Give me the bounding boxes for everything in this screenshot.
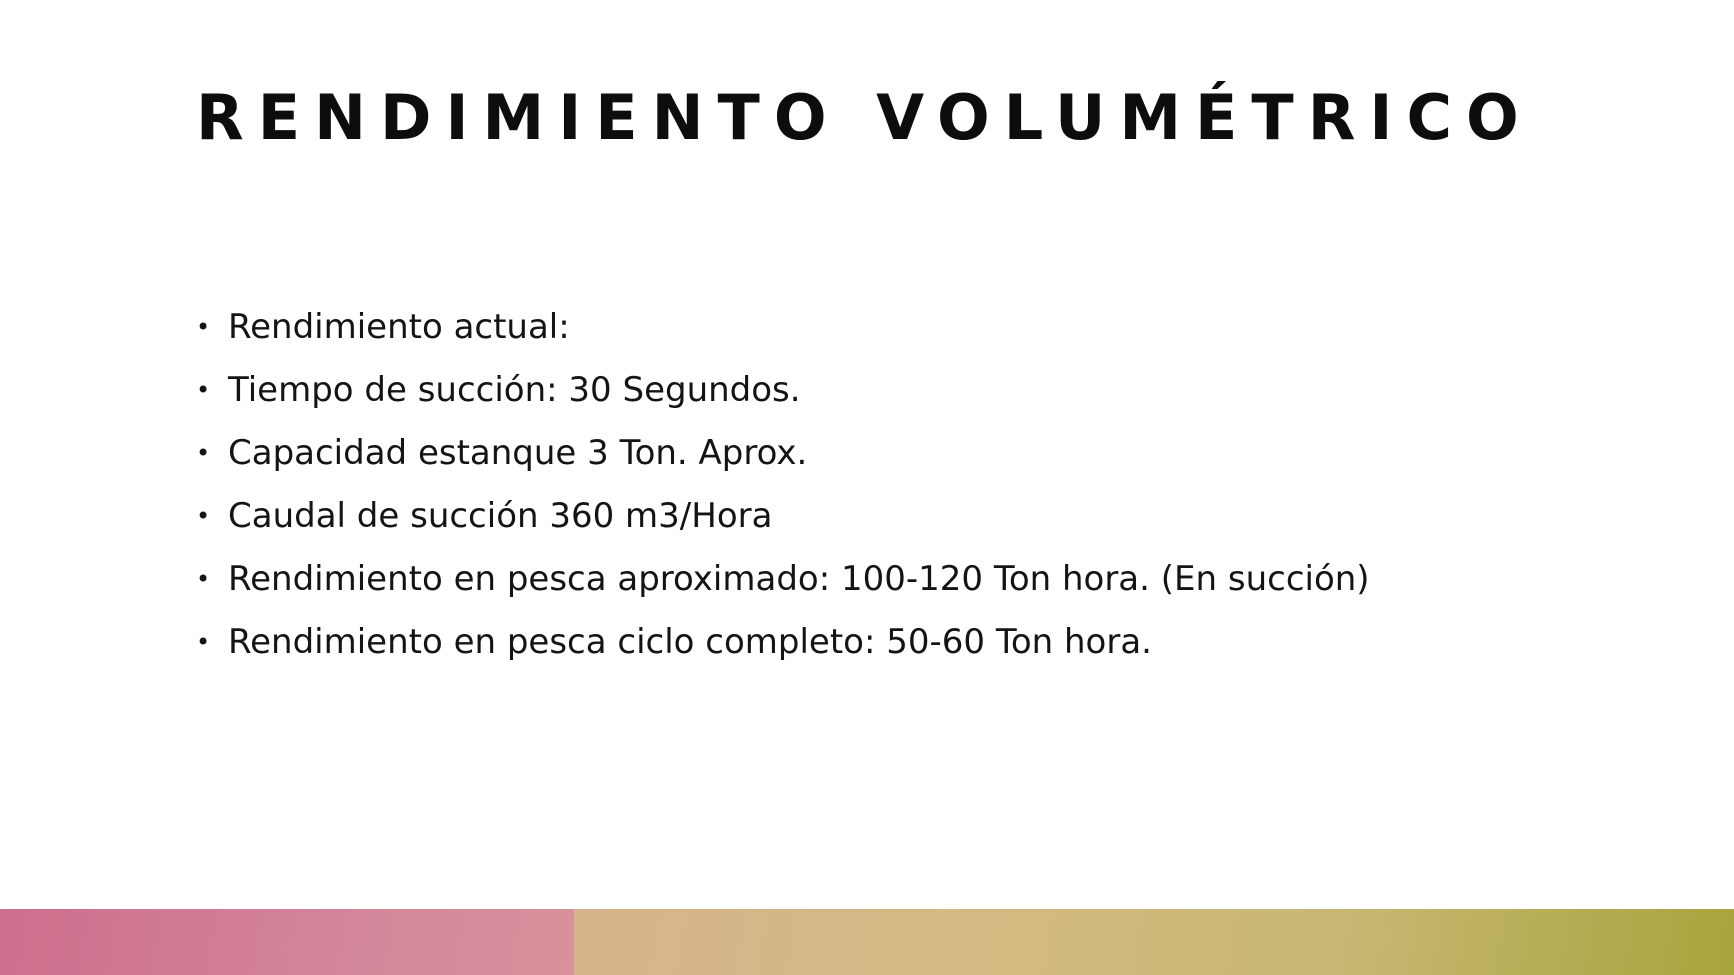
bullet-text: Capacidad estanque 3 Ton. Aprox. [228,433,808,473]
bullet-item [196,615,1370,678]
bullet-icon: • [196,628,211,656]
bullet-icon: • [196,439,211,467]
bullet-icon: • [196,376,211,404]
bullet-icon: • [196,565,211,593]
bullet-text: Rendimiento en pesca ciclo completo: 50-60 Ton hora. [228,622,1152,662]
bullet-item [196,552,1370,615]
bullet-item [196,426,1370,489]
bullet-text: Rendimiento en pesca aproximado: 100-120 Ton hora. (En succión) [228,559,1370,599]
footer-band-pink [0,909,574,975]
bullet-text: Tiempo de succión: 30 Segundos. [228,370,801,410]
bullet-list [196,300,1370,678]
decorative-footer-band [0,909,1734,975]
bullet-item [196,363,1370,426]
bullet-text: Caudal de succión 360 m3/Hora [228,496,773,536]
slide-title: RENDIMIENTO VOLUMÉTRICO [196,81,1533,154]
bullet-text: Rendimiento actual: [228,307,570,347]
bullet-item [196,489,1370,552]
bullet-item [196,300,1370,363]
bullet-icon: • [196,313,211,341]
bullet-icon: • [196,502,211,530]
footer-band-olive [574,909,1734,975]
